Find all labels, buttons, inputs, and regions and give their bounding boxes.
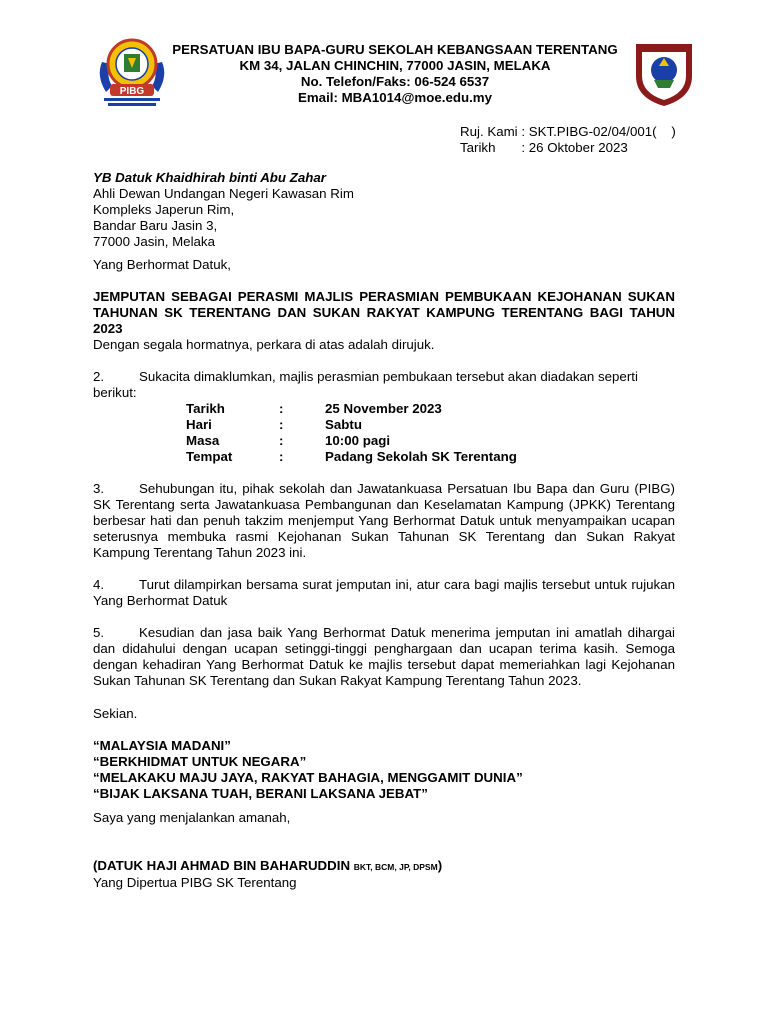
paragraph-5 (93, 625, 675, 689)
paragraph-2 (93, 369, 675, 401)
detail-separator: : (279, 433, 284, 448)
detail-row (186, 417, 517, 433)
detail-separator: : (279, 401, 284, 416)
motto-line: “MALAYSIA MADANI” (93, 738, 231, 753)
motto-line: “BERKHIDMAT UNTUK NEGARA” (93, 754, 307, 769)
org-address: KM 34, JALAN CHINCHIN, 77000 JASIN, MELAKA (239, 58, 551, 73)
detail-key: Tempat (186, 449, 233, 464)
org-email: Email: MBA1014@moe.edu.my (297, 90, 492, 105)
recipient-line: 77000 Jasin, Melaka (93, 234, 215, 249)
recipient-line: Kompleks Japerun Rim, (93, 202, 235, 217)
paragraph-3 (93, 481, 675, 561)
school-crest-logo (632, 38, 696, 108)
event-details (186, 401, 517, 465)
signatory-title: Yang Dipertua PIBG SK Terentang (93, 875, 297, 890)
paragraph-text: Kesudian dan jasa baik Yang Berhormat Datuk menerima jemputan ini amatlah dihargai dan didahului dengan ucapan setinggi-tinggi penghargaan dan ucapan terima kasih. Semoga dengan kehadiran Yang Berhormat Datuk ke majlis tersebut dapat memeriahkan lagi Kejohanan Sukan Tahunan SK Terentang dan Sukan Rakyat Kampung Terentang Tahun 2023. (93, 625, 675, 688)
signatory-name: (DATUK HAJI AHMAD BIN BAHARUDDIN (93, 858, 351, 873)
paragraph-4 (93, 577, 675, 609)
detail-separator: : (279, 449, 284, 464)
recipient-line: Ahli Dewan Undangan Negeri Kawasan Rim (93, 186, 354, 201)
detail-separator: : (279, 417, 284, 432)
paragraph-text: Turut dilampirkan bersama surat jemputan ini, atur cara bagi majlis tersebut untuk rujukan Yang Berhormat Datuk (93, 577, 675, 608)
org-name: PERSATUAN IBU BAPA-GURU SEKOLAH KEBANGSAAN TERENTANG (172, 42, 618, 57)
recipient-line: Bandar Baru Jasin 3, (93, 218, 218, 233)
closing: Sekian. (93, 706, 138, 721)
org-phone: No. Telefon/Faks: 06-524 6537 (300, 74, 490, 89)
salutation: Yang Berhormat Datuk, (93, 257, 231, 272)
detail-key: Masa (186, 433, 220, 448)
pibg-logo-text: PIBG (119, 86, 145, 97)
paragraph-text: Sehubungan itu, pihak sekolah dan Jawatankuasa Persatuan Ibu Bapa dan Guru (PIBG) SK Terentang serta Jawatankuasa Pembangunan dan Keselamatan Kampung (JPKK) Terentang berbesar hati dan penuh takzim menjemput Yang Berhormat Datuk untuk menyampaikan ucapan seterusnya membuka rasmi Kejohanan Sukan Tahunan SK Terentang dan Sukan Rakyat Kampung Terentang Tahun 2023 ini. (93, 481, 675, 560)
motto-line: “BIJAK LAKSANA TUAH, BERANI LAKSANA JEBAT” (93, 786, 428, 801)
signatory-close-paren: ) (437, 858, 443, 873)
detail-value: Padang Sekolah SK Terentang (325, 449, 517, 464)
subject-line: JEMPUTAN SEBAGAI PERASMI MAJLIS PERASMIAN PEMBUKAAN KEJOHANAN SUKAN TAHUNAN SK TERENTANG DAN SUKAN RAKYAT KAMPUNG TERENTANG BAGI TAHUN 2023 (93, 289, 675, 336)
recipient-name: YB Datuk Khaidhirah binti Abu Zahar (93, 170, 326, 185)
detail-key: Tarikh (186, 401, 225, 416)
detail-row (186, 449, 517, 465)
paragraph-number: 5. (93, 625, 105, 640)
detail-value: Sabtu (325, 417, 362, 432)
detail-row (186, 401, 517, 417)
paragraph-number: 3. (93, 481, 105, 496)
signatory-honours: BKT, BCM, JP, DPSM (353, 862, 438, 872)
motto-block (93, 738, 675, 802)
detail-row (186, 433, 517, 449)
letter-date: Tarikh : 26 Oktober 2023 (460, 140, 628, 155)
amanah-line: Saya yang menjalankan amanah, (93, 810, 291, 825)
signatory-name-line (93, 858, 675, 875)
detail-value: 25 November 2023 (325, 401, 442, 416)
pibg-logo (94, 36, 170, 112)
detail-key: Hari (186, 417, 212, 432)
reference-number: Ruj. Kami : SKT.PIBG-02/04/001( ) (460, 124, 676, 139)
letterhead (160, 42, 630, 106)
motto-line: “MELAKAKU MAJU JAYA, RAKYAT BAHAGIA, MENGGAMIT DUNIA” (93, 770, 523, 785)
paragraph-number: 2. (93, 369, 105, 384)
signature-block (93, 858, 675, 891)
paragraph-number: 4. (93, 577, 105, 592)
detail-value: 10:00 pagi (325, 433, 391, 448)
paragraph-text: Sukacita dimaklumkan, majlis perasmian pembukaan tersebut akan diadakan seperti berikut: (93, 369, 638, 400)
intro-paragraph: Dengan segala hormatnya, perkara di atas adalah dirujuk. (93, 337, 435, 352)
reference-block (460, 124, 676, 156)
recipient-block (93, 170, 675, 250)
